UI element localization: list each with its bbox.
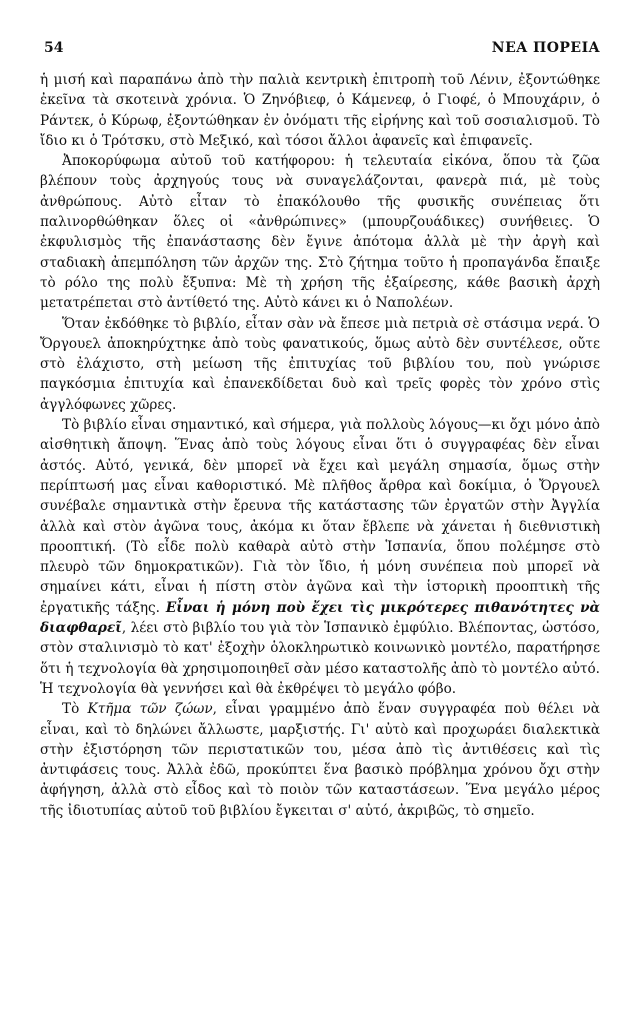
- page-number: 54: [44, 40, 64, 56]
- text-run: Ὅταν ἐκδόθηκε τὸ βιβλίο, εἶταν σὰν νὰ ἔπεσε μιὰ πετριὰ σὲ στάσιμα νερά. Ὁ Ὄργουελ ἀποκηρύχτηκε ἀπὸ τοὺς φανατικούς, ὅμως αὐτὸ δὲν συντέλεσε, οὔτε στὸ ἐλάχιστο, στὴ μείωση τῆς ἐπιτυχίας τοῦ βιβλίου του, ποὺ γνώρισε παγκόσμια ἐπιτυχία καὶ ἐπανεκδίδεται δυὸ καὶ τρεῖς φορὲς τὸν χρόνο στὶς ἀγγλόφωνες χῶρες.: [40, 315, 600, 413]
- emphasis-text: Κτῆμα τῶν ζώων: [87, 701, 213, 718]
- paragraph: [40, 415, 600, 699]
- text-run: ἡ μισή καὶ παραπάνω ἀπὸ τὴν παλιὰ κεντρικὴ ἐπιτροπὴ τοῦ Λένιν, ἐξοντώθηκε ἐκεῖνα τὰ σκοτεινὰ χρόνια. Ὁ Ζηνόβιεφ, ὁ Κάμενεφ, ὁ Γιοφέ, ὁ Μπουχάριν, ὁ Ράντεκ, ὁ Κύρωφ, ἐξοντώθηκαν ἐν ὀνόματι τῆς εἰρήνης καὶ τοῦ σοσιαλισμοῦ. Τὸ ἴδιο κι ὁ Τρότσκυ, στὸ Μεξικό, καὶ τόσοι ἄλλοι ἀφανεῖς καὶ ἐπιφανεῖς.: [40, 72, 600, 149]
- body-text: [40, 70, 600, 821]
- page-header: [40, 40, 600, 56]
- text-run: Τὸ βιβλίο εἶναι σημαντικό, καὶ σήμερα, γιὰ πολλοὺς λόγους—κι ὄχι μόνο ἀπὸ αἰσθητικὴ ἄποψη. Ἕνας ἀπὸ τοὺς λόγους εἶναι ὅτι ὁ συγγραφέας δὲν εἶναι ἀστός. Αὐτό, γενικά, δὲν μπορεῖ νὰ ἔχει καὶ μεγάλη σημασία, ὅμως στὴν περίπτωσή μας εἶναι καθοριστικό. Μὲ πλῆθος ἄρθρα καὶ δοκίμια, ὁ Ὄργουελ συνέβαλε σημαντικὰ στὴν ἔρευνα τῆς κατάστασης τῶν ἐργατῶν στὴν Ἀγγλία ἀλλὰ καὶ στὸν ἀγῶνα τους, ἀκόμα κι ὅταν ἔβλεπε νὰ χάνεται ἡ διεθνιστικὴ προοπτική. (Τὸ εἶδε πολὺ καθαρὰ αὐτὸ στὴν Ἱσπανία, ὅπου πολέμησε στὸ πλευρὸ τῶν δημοκρατικῶν). Γιὰ τὸν ἴδιο, ἡ μόνη συνέπεια ποὺ μπορεῖ νὰ σημαίνει κάτι, εἶναι ἡ πίστη στὸν ἀγῶνα καὶ τὴν ἱστορικὴ προοπτικὴ τῆς ἐργατικῆς τάξης.: [40, 417, 600, 616]
- text-run: , λέει στὸ βιβλίο του γιὰ τὸν Ἱσπανικὸ ἐμφύλιο. Βλέποντας, ὡστόσο, στὸν σταλινισμὸ τὸ κατ' ἐξοχὴν ὁλοκληρωτικὸ κοινωνικὸ μοντέλο, παρατήρησε ὅτι ἡ τεχνολογία θὰ χρησιμοποιηθεῖ σὰν μέσο καταστολῆς ἀπὸ τὸ μοντέλο αὐτό. Ἡ τεχνολογία θὰ γεννήσει καὶ θὰ ἐκθρέψει τὸ μεγάλο φόβο.: [40, 620, 600, 697]
- text-run: Ἀποκορύφωμα αὐτοῦ τοῦ κατήφορου: ἡ τελευταία εἰκόνα, ὅπου τὰ ζῶα βλέπουν τοὺς ἀρχηγούς τους νὰ συναγελάζονται, φανερὰ πιά, μὲ τοὺς ἀνθρώπους. Αὐτὸ εἶταν τὸ ἐπακόλουθο τῆς φυσικῆς συνέπειας ὅτι παλινορθώθηκαν ὅλες οἱ «ἀνθρώπινες» (μπουρζουάδικες) συνήθειες. Ὁ ἐκφυλισμὸς τῆς ἐπανάστασης δὲν ἔγινε ἀπότομα ἀλλὰ μὲ τὴν ἀργὴ καὶ σταδιακὴ ἀπεμπόληση τῶν ἀρχῶν της. Στὸ ζήτημα τοῦτο ἡ προπαγάνδα ἔπαιξε τὸ ρόλο της πολὺ ἔξυπνα: Μὲ τὴ χρήση τῆς ἐξαίρεσης, κάθε βασικὴ ἀρχὴ μετατρέπεται στὸ ἀντίθετό της. Αὐτὸ κάνει κι ὁ Ναπολέων.: [40, 153, 600, 312]
- text-run: Τὸ: [62, 701, 88, 718]
- paragraph: [40, 70, 600, 151]
- paragraph: [40, 314, 600, 415]
- paragraph: [40, 151, 600, 313]
- book-page: [40, 40, 600, 821]
- paragraph: [40, 699, 600, 821]
- running-title: ΝΕΑ ΠΟΡΕΙΑ: [491, 40, 600, 56]
- text-run: , εἶναι γραμμένο ἀπὸ ἕναν συγγραφέα ποὺ θέλει νὰ εἶναι, καὶ τὸ δηλώνει ἄλλωστε, μαρξιστής. Γι' αὐτὸ καὶ προχωράει διαλεκτικὰ στὴν ἐξιστόρηση τῶν περιστατικῶν του, μέσα ἀπὸ τὶς ἀντιθέσεις καὶ τὶς ἀντιφάσεις τους. Ἀλλὰ ἐδῶ, προκύπτει ἕνα βασικὸ πρόβλημα χρόνου ὄχι στὴν ἀφήγηση, ἀλλὰ στὸ εἶδος καὶ τὸ ποιὸν τῶν καταστάσεων. Ἕνα μεγάλο μέρος τῆς ἰδιοτυπίας αὐτοῦ τοῦ βιβλίου ἔγκειται σ' αὐτό, ἀκριβῶς, τὸ σημεῖο.: [40, 701, 600, 819]
- emphasis-text: Εἶναι ἡ μόνη ποὺ ἔχει τὶς μικρότερες πιθανότητες νὰ διαφθαρεῖ: [40, 599, 600, 637]
